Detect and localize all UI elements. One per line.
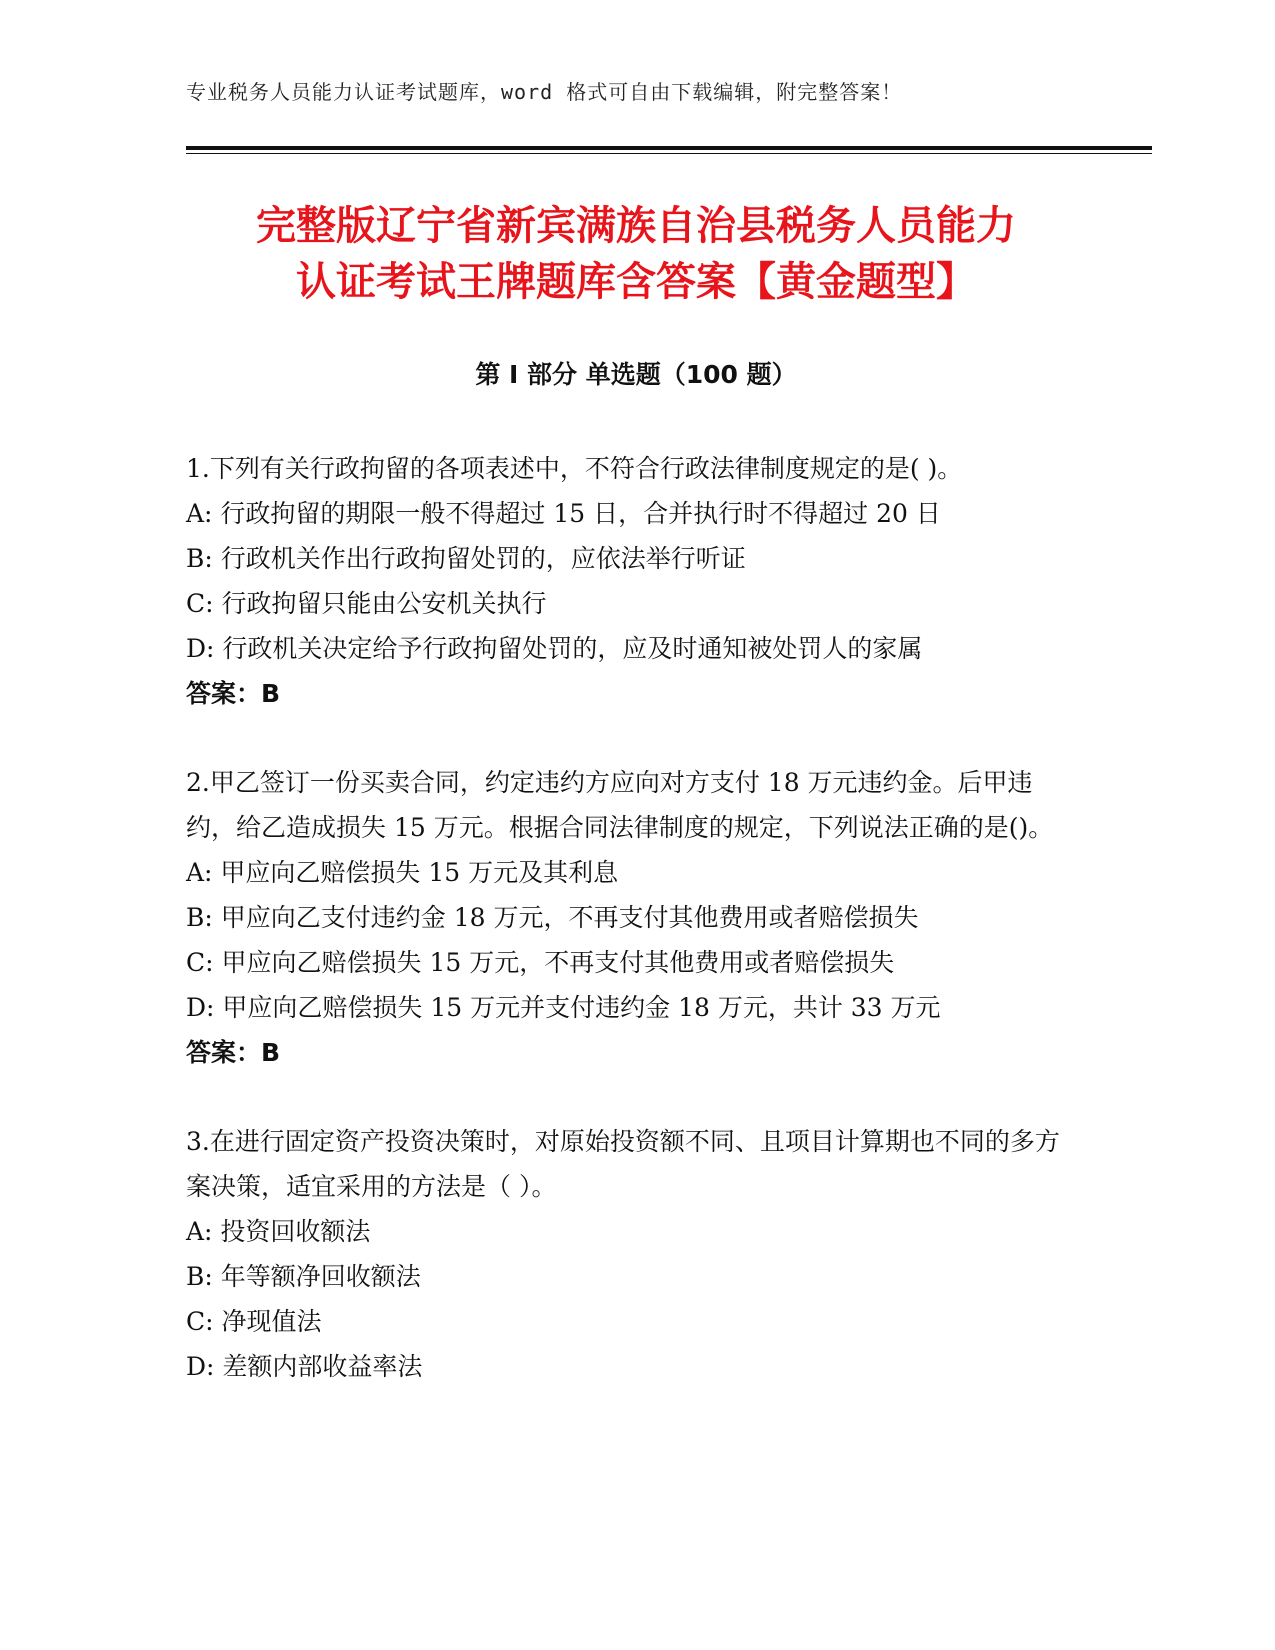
question-stem: 1.下列有关行政拘留的各项表述中，不符合行政法律制度规定的是( )。 <box>186 454 963 483</box>
option-c: C: 净现值法 <box>186 1307 322 1336</box>
option-b: B: 甲应向乙支付违约金 18 万元，不再支付其他费用或者赔偿损失 <box>186 903 919 932</box>
option-a: A: 甲应向乙赔偿损失 15 万元及其利息 <box>186 858 619 887</box>
option-d: D: 甲应向乙赔偿损失 15 万元并支付违约金 18 万元，共计 33 万元 <box>186 993 941 1022</box>
section-heading: 第 I 部分 单选题（100 题） <box>475 360 797 389</box>
option-d: D: 行政机关决定给予行政拘留处罚的，应及时通知被处罚人的家属 <box>186 634 923 663</box>
question-1 <box>186 446 1076 716</box>
option-b: B: 年等额净回收额法 <box>186 1262 421 1291</box>
title-line-2: 认证考试王牌题库含答案【黄金题型】 <box>296 259 976 305</box>
option-c: C: 甲应向乙赔偿损失 15 万元，不再支付其他费用或者赔偿损失 <box>186 948 895 977</box>
header-rule-thick <box>186 146 1152 150</box>
option-a: A: 投资回收额法 <box>186 1217 371 1246</box>
header-rule-thin <box>186 153 1152 154</box>
answer: 答案：B <box>186 679 281 708</box>
option-a: A: 行政拘留的期限一般不得超过 15 日，合并执行时不得超过 20 日 <box>186 499 941 528</box>
question-list <box>186 446 1076 1433</box>
question-2 <box>186 760 1076 1075</box>
document-title <box>186 198 1086 310</box>
question-3 <box>186 1119 1076 1389</box>
title-line-1: 完整版辽宁省新宾满族自治县税务人员能力 <box>256 203 1016 249</box>
option-b: B: 行政机关作出行政拘留处罚的，应依法举行听证 <box>186 544 746 573</box>
option-c: C: 行政拘留只能由公安机关执行 <box>186 589 547 618</box>
header-note: 专业税务人员能力认证考试题库，word 格式可自由下载编辑，附完整答案！ <box>186 80 903 104</box>
option-d: D: 差额内部收益率法 <box>186 1352 423 1381</box>
question-stem: 3.在进行固定资产投资决策时，对原始投资额不同、且项目计算期也不同的多方案决策，适宜采用的方法是（ ）。 <box>186 1127 1060 1201</box>
answer: 答案：B <box>186 1038 281 1067</box>
question-stem: 2.甲乙签订一份买卖合同，约定违约方应向对方支付 18 万元违约金。后甲违约，给乙造成损失 15 万元。根据合同法律制度的规定，下列说法正确的是()。 <box>186 768 1054 842</box>
